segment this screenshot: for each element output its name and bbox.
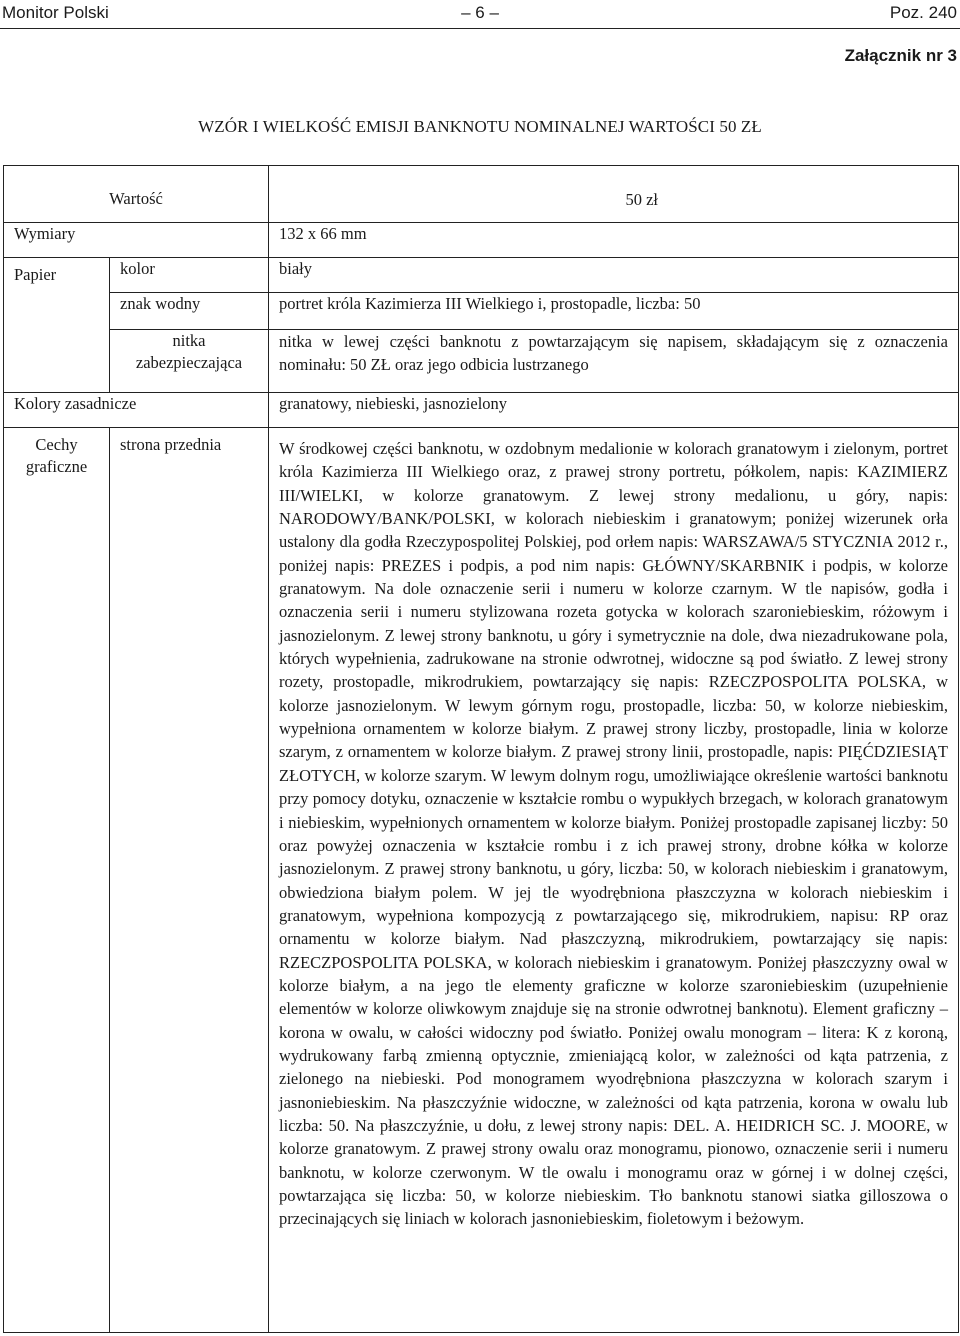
thread-label-cell <box>110 330 269 393</box>
base-colors-value: granatowy, niebieski, jasnozielony <box>279 394 508 413</box>
color-cell <box>269 258 959 293</box>
watermark-cell <box>269 293 959 330</box>
value-label-cell <box>4 166 269 223</box>
page-number: – 6 – <box>461 3 499 22</box>
thread-value: nitka w lewej części banknotu z powtarzającym się napisem, składającym się z oznaczenia nominału: 50 ZŁ oraz jego odbicia lustrzanego <box>279 332 948 374</box>
base-colors-cell <box>269 393 959 428</box>
base-colors-label: Kolory zasadnicze <box>14 394 137 413</box>
watermark-value: portret króla Kazimierza III Wielkiego i, prostopadle, liczba: 50 <box>279 294 701 313</box>
dimensions-label: Wymiary <box>14 224 76 243</box>
thread-cell <box>269 330 959 393</box>
header-rule <box>0 28 960 29</box>
document-title: WZÓR I WIELKOŚĆ EMISJI BANKNOTU NOMINALNEJ WARTOŚCI 50 ZŁ <box>198 117 762 136</box>
color-label-cell <box>110 258 269 293</box>
graphic-features-label-cell <box>4 428 110 1333</box>
thread-label: nitka zabezpieczająca <box>135 331 243 372</box>
annex-label: Załącznik nr 3 <box>844 46 957 65</box>
base-colors-label-cell <box>4 393 269 428</box>
front-label: strona przednia <box>120 435 222 454</box>
value-label: Wartość <box>109 189 163 208</box>
page-header <box>0 0 960 30</box>
front-description: W środkowej części banknotu, w ozdobnym medalionie w kolorach granatowym i zielonym, portret króla Kazimierza III Wielkiego oraz, z prawej strony portretu, półkolem, napis: KAZIMIERZ III/WIELKI, w kolorze granatowym. Z lewej strony medalionu, u góry, napis: NARODOWY/BANK/POLSKI, w kolorach niebieskim i granatowym; poniżej wizerunek orła ustalony dla godła Rzeczypospolitej Polskiej, pod orłem napis: WARSZAWA/5 STYCZNIA 2012 r., poniżej napis: PREZES i podpis, a pod nim napis: GŁÓWNY/SKARBNIK i podpis, w kolorze granatowym. Na dole oznaczenie serii i numeru w kolorze czarnym. W tle napisów, godła i oznaczenia serii i numeru stylizowana rozeta gotycka w kolorach szaroniebieskim, różowym i jasnozielonym. Z lewej strony banknotu, u góry i symetrycznie na dole, dwa niezadrukowane pola, których wypełnienia, zadrukowane na stronie odwrotnej, widoczne są pod światło. Z lewej strony rozety, prostopadle, mikrodrukiem, powtarzający się napis: RZECZPOSPOLITA POLSKA, w kolorze jasnozielonym. W lewym górnym rogu, prostopadle, liczba: 50, w kolorze niebieskim, wypełniona ornamentem w kolorze białym. Z prawej strony liczby, prostopadle, linia w kolorze szarym, z ornamentem w kolorze białym. Z prawej strony linii, prostopadle, napis: PIĘĆDZIESIĄT ZŁOTYCH, w kolorze szarym. W lewym dolnym rogu, umożliwiające określenie wartości banknotu przy pomocy dotyku, oznaczenie w kształcie rombu o wypukłych brzegach, w kolorach granatowym i niebieskim, wypełnionych ornamentem w kolorze białym. Poniżej prostopadle zapisanej liczby: 50 oraz powyżej oznaczenia w kształcie rombu i z ich prawej strony, drobne kółka w kolorze jasnozielonym. Z prawej strony banknotu, u góry, liczba: 50, w kolorach niebieskim i granatowym, obwiedziona białym polem. W jej tle wyodrębniona płaszczyzna w kolorach niebieskim i granatowym, wypełniona kompozycją z powtarzającego się, mikrodrukiem, napisu: RP oraz ornamentu w kolorze białym. Nad płaszczyzną, mikrodrukiem, powtarzający się napis: RZECZPOSPOLITA POLSKA, w kolorach niebieskim i granatowym. Poniżej płaszczyzny owal w kolorze białym, a na jego tle elementy graficzne w kolorze szaroniebieskim (uzupełnienie elementów w kolorze oliwkowym znajduje się na stronie odwrotnej banknotu). Element graficzny – korona w owalu, w całości widoczny pod światło. Poniżej owalu monogram – litera: K z koroną, wydrukowany farbą zmienną optycznie, zmieniającą kolor, w zależności od kąta patrzenia, z zielonego na niebieski. Pod monogramem wyodrębniona płaszczyzna w kolorach szarym i jasnoniebieskim. Na płaszczyźnie widoczne, w zależności od kąta patrzenia, korona w owalu lub liczba: 50. Na płaszczyźnie, u dołu, z lewej strony napis: DEL. A. HEIDRICH SC. J. MOORE, w kolorze granatowym. Z prawej strony owalu oraz monogramu, pionowo, oznaczenie serii i numeru banknotu, w kolorze czerwonym. W tle owalu i monogramu oraz w górnej i w dolnej części, powtarzająca się liczba: 50, w kolorze niebieskim. Tło banknotu stanowi siatka gilloszowa o przecinających się liniach w kolorach jasnoniebieskim, fioletowym i beżowym. <box>279 439 948 1229</box>
value: 50 zł <box>625 190 658 209</box>
dimensions-cell <box>269 223 959 258</box>
paper-label: Papier <box>14 265 57 284</box>
banknote-spec-table <box>3 165 959 1333</box>
graphic-features-label: Cechy graficzne <box>25 435 88 476</box>
journal-title: Monitor Polski <box>2 3 109 22</box>
color-value: biały <box>279 259 312 278</box>
position-number: Poz. 240 <box>889 3 957 22</box>
front-label-cell <box>110 428 269 1333</box>
dimensions-label-cell <box>4 223 269 258</box>
dimensions: 132 x 66 mm <box>279 224 367 243</box>
front-description-cell <box>269 428 959 1333</box>
paper-label-cell <box>4 258 110 393</box>
watermark-label-cell <box>110 293 269 330</box>
value-cell <box>269 166 959 223</box>
color-label: kolor <box>120 259 155 278</box>
watermark-label: znak wodny <box>120 294 201 313</box>
